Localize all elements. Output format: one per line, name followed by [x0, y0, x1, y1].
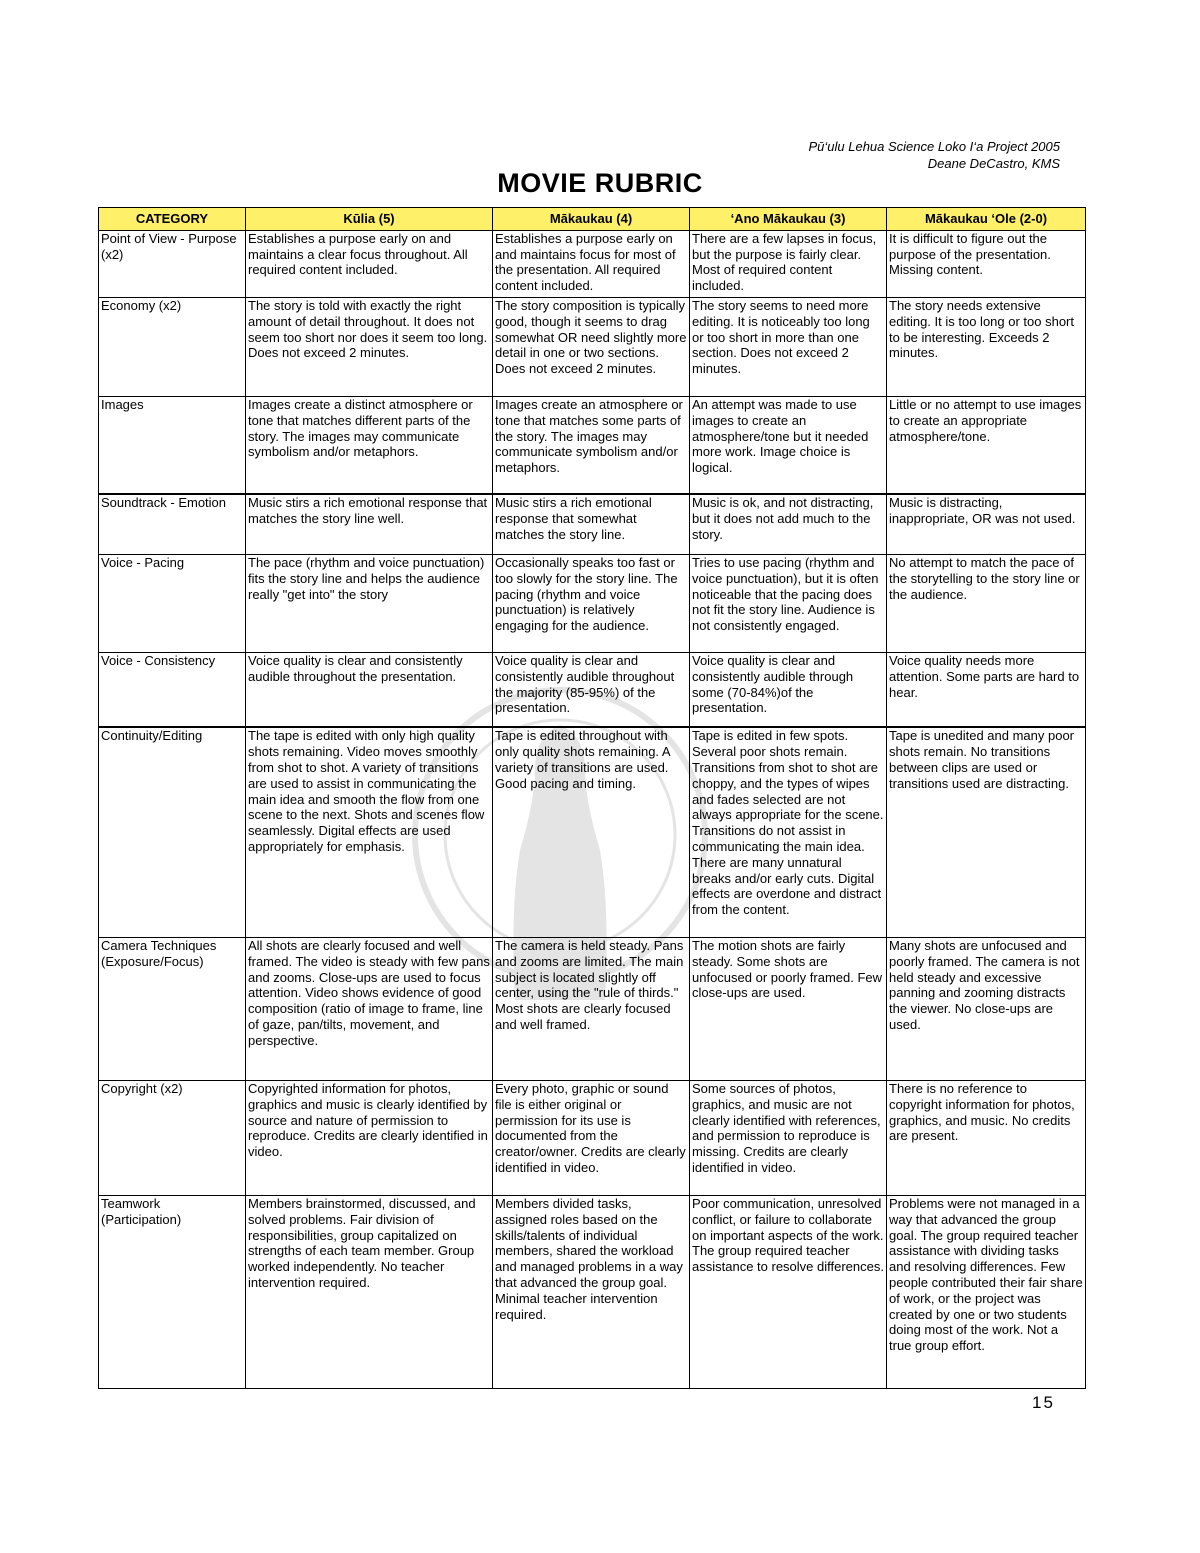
- cell-score-4: Occasionally speaks too fast or too slowly for the story line. The pacing (rhythm and voice punctuation) is relatively engaging for the audience.: [493, 554, 690, 652]
- cell-score-2-0: Music is distracting, inappropriate, OR was not used.: [887, 494, 1086, 554]
- cell-score-3: Tries to use pacing (rhythm and voice punctuation), but it is often noticeable that the pacing does not fit the story line. Audience is not consistently engaged.: [690, 554, 887, 652]
- row-category: Continuity/Editing: [99, 727, 246, 937]
- row-category: Soundtrack - Emotion: [99, 494, 246, 554]
- cell-score-5: Music stirs a rich emotional response that matches the story line well.: [246, 494, 493, 554]
- cell-score-2-0: Problems were not managed in a way that advanced the group goal. The group required teacher assistance with dividing tasks and resolving differences. Few people contributed their fair share of work, or the project was created by one or two students doing most of the work. Not a true group effort.: [887, 1195, 1086, 1388]
- cell-score-4: Every photo, graphic or sound file is either original or permission for its use is documented from the creator/owner. Credits are clearly identified in video.: [493, 1080, 690, 1195]
- column-header-category: CATEGORY: [99, 208, 246, 231]
- row-category: Camera Techniques (Exposure/Focus): [99, 937, 246, 1080]
- cell-score-5: Voice quality is clear and consistently audible throughout the presentation.: [246, 652, 493, 727]
- table-header-row: [99, 208, 1086, 231]
- cell-score-4: Tape is edited throughout with only quality shots remaining. A variety of transitions are used. Good pacing and timing.: [493, 727, 690, 937]
- cell-score-4: Images create an atmosphere or tone that matches some parts of the story. The images may communicate symbolism and/or metaphors.: [493, 396, 690, 494]
- row-category: Voice - Pacing: [99, 554, 246, 652]
- cell-score-4: The camera is held steady. Pans and zooms are limited. The main subject is located slightly off center, using the "rule of thirds." Most shots are clearly focused and well framed.: [493, 937, 690, 1080]
- row-category: Copyright (x2): [99, 1080, 246, 1195]
- column-header-makaukau-ole: Mākaukau ‘Ole (2-0): [887, 208, 1086, 231]
- row-category: Teamwork (Participation): [99, 1195, 246, 1388]
- table-row: [99, 652, 1086, 727]
- cell-score-2-0: The story needs extensive editing. It is too long or too short to be interesting. Exceeds 2 minutes.: [887, 297, 1086, 396]
- cell-score-4: Voice quality is clear and consistently audible throughout the majority (85-95%) of the presentation.: [493, 652, 690, 727]
- table-row: [99, 494, 1086, 554]
- cell-score-3: Voice quality is clear and consistently audible through some (70-84%)of the presentation.: [690, 652, 887, 727]
- column-header-kulia: Kūlia (5): [246, 208, 493, 231]
- cell-score-5: All shots are clearly focused and well framed. The video is steady with few pans and zooms. Close-ups are used to focus attention. Video shows evidence of good composition (ratio of image to frame, line of gaze, pan/tilts, movement, and perspective.: [246, 937, 493, 1080]
- cell-score-5: The story is told with exactly the right amount of detail throughout. It does not seem too short nor does it seem too long. Does not exceed 2 minutes.: [246, 297, 493, 396]
- cell-score-2-0: Many shots are unfocused and poorly framed. The camera is not held steady and excessive panning and zooming distracts the viewer. No close-ups are used.: [887, 937, 1086, 1080]
- cell-score-3: The story seems to need more editing. It is noticeably too long or too short in more than one section. Does not exceed 2 minutes.: [690, 297, 887, 396]
- table-row: [99, 1080, 1086, 1195]
- cell-score-2-0: No attempt to match the pace of the storytelling to the story line or the audience.: [887, 554, 1086, 652]
- cell-score-2-0: Voice quality needs more attention. Some parts are hard to hear.: [887, 652, 1086, 727]
- page-title: MOVIE RUBRIC: [497, 168, 703, 198]
- cell-score-4: Establishes a purpose early on and maintains focus for most of the presentation. All required content included.: [493, 230, 690, 297]
- cell-score-2-0: Tape is unedited and many poor shots remain. No transitions between clips are used or transitions used are distracting.: [887, 727, 1086, 937]
- rubric-table: [98, 207, 1086, 1389]
- document-header: [808, 138, 1060, 172]
- table-row: [99, 937, 1086, 1080]
- cell-score-3: The motion shots are fairly steady. Some shots are unfocused or poorly framed. Few close-ups are used.: [690, 937, 887, 1080]
- cell-score-3: Poor communication, unresolved conflict, or failure to collaborate on important aspects of the work. The group required teacher assistance to resolve differences.: [690, 1195, 887, 1388]
- column-header-ano-makaukau: ‘Ano Mākaukau (3): [690, 208, 887, 231]
- cell-score-5: Establishes a purpose early on and maintains a clear focus throughout. All required content included.: [246, 230, 493, 297]
- column-header-makaukau: Mākaukau (4): [493, 208, 690, 231]
- cell-score-3: Some sources of photos, graphics, and music are not clearly identified with references, and permission to reproduce is missing. Credits are clearly identified in video.: [690, 1080, 887, 1195]
- row-category: Images: [99, 396, 246, 494]
- row-category: Economy (x2): [99, 297, 246, 396]
- page-number: 15: [1032, 1393, 1055, 1412]
- cell-score-5: The tape is edited with only high quality shots remaining. Video moves smoothly from shot to shot. A variety of transitions are used to assist in communicating the main idea and smooth the flow from one scene to the next. Shots and scenes flow seamlessly. Digital effects are used appropriately for emphasis.: [246, 727, 493, 937]
- row-category: Point of View - Purpose (x2): [99, 230, 246, 297]
- project-line: Pū‘ulu Lehua Science Loko I‘a Project 2005: [808, 139, 1060, 154]
- table-row: [99, 727, 1086, 937]
- cell-score-3: An attempt was made to use images to create an atmosphere/tone but it needed more work. Image choice is logical.: [690, 396, 887, 494]
- cell-score-3: Music is ok, and not distracting, but it does not add much to the story.: [690, 494, 887, 554]
- table-row: [99, 396, 1086, 494]
- table-row: [99, 1195, 1086, 1388]
- cell-score-2-0: It is difficult to figure out the purpose of the presentation. Missing content.: [887, 230, 1086, 297]
- row-category: Voice - Consistency: [99, 652, 246, 727]
- cell-score-2-0: Little or no attempt to use images to create an appropriate atmosphere/tone.: [887, 396, 1086, 494]
- cell-score-2-0: There is no reference to copyright information for photos, graphics, and music. No credits are present.: [887, 1080, 1086, 1195]
- cell-score-3: Tape is edited in few spots. Several poor shots remain. Transitions from shot to shot are choppy, and the types of wipes and fades selected are not always appropriate for the scene. Transitions do not assist in communicating the main idea. There are many unnatural breaks and/or early cuts. Digital effects are overdone and distract from the content.: [690, 727, 887, 937]
- cell-score-4: The story composition is typically good, though it seems to drag somewhat OR need slightly more detail in one or two sections. Does not exceed 2 minutes.: [493, 297, 690, 396]
- table-row: [99, 554, 1086, 652]
- cell-score-3: There are a few lapses in focus, but the purpose is fairly clear. Most of required content included.: [690, 230, 887, 297]
- cell-score-5: Images create a distinct atmosphere or tone that matches different parts of the story. The images may communicate symbolism and/or metaphors.: [246, 396, 493, 494]
- cell-score-4: Music stirs a rich emotional response that somewhat matches the story line.: [493, 494, 690, 554]
- cell-score-4: Members divided tasks, assigned roles based on the skills/talents of individual members, shared the workload and managed problems in a way that advanced the group goal. Minimal teacher intervention required.: [493, 1195, 690, 1388]
- author-line: Deane DeCastro, KMS: [927, 156, 1060, 171]
- cell-score-5: Members brainstormed, discussed, and solved problems. Fair division of responsibilities, group capitalized on strengths of each team member. Group worked independently. No teacher intervention required.: [246, 1195, 493, 1388]
- table-row: [99, 230, 1086, 297]
- cell-score-5: The pace (rhythm and voice punctuation) fits the story line and helps the audience really "get into" the story: [246, 554, 493, 652]
- cell-score-5: Copyrighted information for photos, graphics and music is clearly identified by source and nature of permission to reproduce. Credits are clearly identified in video.: [246, 1080, 493, 1195]
- table-row: [99, 297, 1086, 396]
